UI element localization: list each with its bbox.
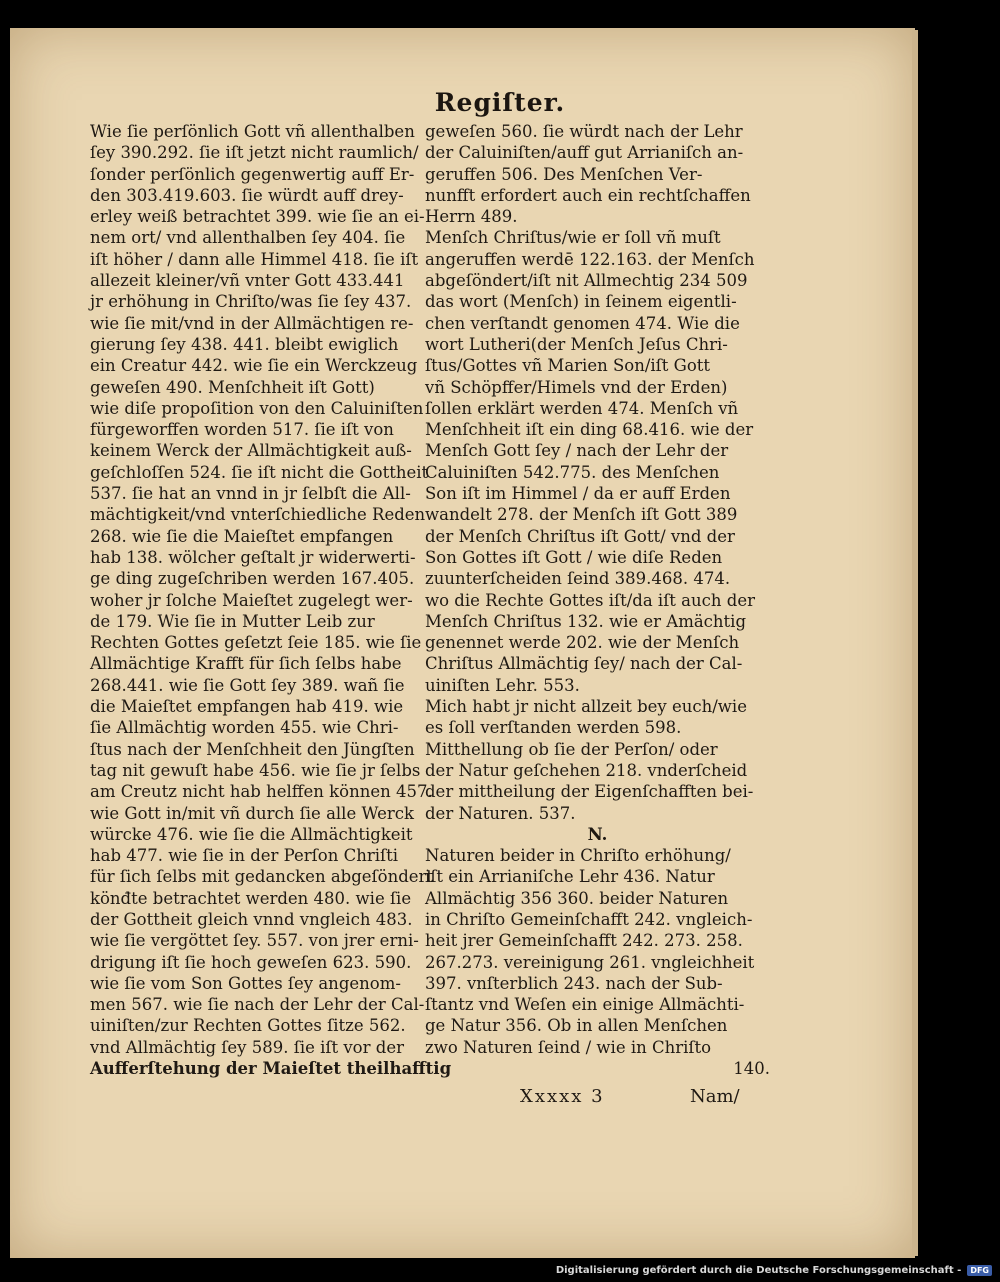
- catchword: Nam/: [690, 1086, 740, 1107]
- text-line: für ſich ſelbs mit gedancken abgeſöndert: [90, 867, 434, 887]
- text-line: den 303.419.603. ſie würdt auff drey-: [90, 185, 404, 205]
- text-line: erley weiß betrachtet 399. wie ſie an ei-: [90, 207, 425, 227]
- text-line: am Creutz nicht hab helffen können 457.: [90, 782, 433, 802]
- right-text-column: [425, 121, 770, 1079]
- text-line: 140.: [733, 1059, 770, 1079]
- text-line: wie ſie vom Son Gottes ſey angenom-: [90, 973, 401, 993]
- text-line: chen verſtandt genomen 474. Wie die: [425, 313, 740, 333]
- text-line: drigung iſt ſie hoch geweſen 623. 590.: [90, 952, 412, 972]
- text-line: der Naturen. 537.: [425, 803, 576, 823]
- text-line: geſchloſſen 524. ſie iſt nicht die Gottheit: [90, 462, 429, 482]
- text-line: Menſch Chriſtus/wie er ſoll vñ muſt: [425, 228, 721, 248]
- text-line: gierung ſey 438. 441. bleibt ewiglich: [90, 334, 399, 354]
- text-line: könđte betrachtet werden 480. wie ſie: [90, 888, 412, 908]
- text-line: mächtigkeit/vnd vnterſchiedliche Reden: [90, 505, 426, 525]
- dfg-logo: DFG: [967, 1265, 992, 1276]
- text-line: vñ Schöpffer/Himels vnd der Erden): [425, 377, 728, 397]
- text-line: uiniſten/zur Rechten Gottes ſitze 562.: [90, 1016, 406, 1036]
- text-line: iſt ein Arrianiſche Lehr 436. Natur: [425, 867, 715, 887]
- text-line: Aufferſtehung der Maieſtet theilhafftig: [90, 1059, 452, 1079]
- text-line: Menſch Chriſtus 132. wie er Amächtig: [425, 611, 747, 631]
- text-line: wie ſie mit/vnd in der Allmächtigen re-: [90, 313, 414, 333]
- text-line: heit jrer Gemeinſchafft 242. 273. 258.: [425, 931, 743, 951]
- page-title: Regiſter.: [434, 88, 566, 117]
- text-line: der Natur geſchehen 218. vnderſcheid: [425, 760, 748, 780]
- text-line: wie Gott in/mit vñ durch ſie alle Werck: [90, 803, 414, 823]
- page-edge: [912, 30, 918, 1256]
- text-line: der Caluiniſten/auff gut Arrianiſch an-: [425, 143, 744, 163]
- text-line: ſtus/Gottes vñ Marien Son/iſt Gott: [425, 356, 711, 376]
- text-line: Menſch Gott ſey / nach der Lehr der: [425, 441, 729, 461]
- text-line: iſt höher / dann alle Himmel 418. ſie iſt: [90, 249, 419, 269]
- text-line: ſey 390.292. ſie iſt jetzt nicht raumlich/: [90, 143, 419, 163]
- text-line: wort Lutheri(der Menſch Jeſus Chri-: [425, 334, 728, 354]
- text-line: ſtus nach der Menſchheit den Jüngſten: [90, 739, 415, 759]
- text-line: 397. vnſterblich 243. nach der Sub-: [425, 973, 723, 993]
- text-line: allezeit kleiner/vñ vnter Gott 433.441: [90, 271, 405, 291]
- text-line: Menſchheit iſt ein ding 68.416. wie der: [425, 420, 754, 440]
- section-letter: N.: [587, 824, 608, 844]
- text-line: Naturen beider in Chriſto erhöhung/: [425, 846, 731, 866]
- dfg-funding-text: Digitalisierung gefördert durch die Deutsche Forschungsgemeinschaft -: [555, 1265, 962, 1276]
- text-line: Caluiniſten 542.775. des Menſchen: [425, 462, 720, 482]
- text-line: 268.441. wie ſie Gott ſey 389. wañ ſie: [90, 675, 405, 695]
- text-line: Allmächtig 356 360. beider Naturen: [425, 888, 729, 908]
- text-line: nem ort/ vnd allenthalben ſey 404. ſie: [90, 228, 406, 248]
- text-line: Wie ſie perſönlich Gott vñ allenthalben: [90, 122, 415, 141]
- text-line: 268. wie ſie die Maieſtet empfangen: [90, 526, 394, 546]
- text-line: ſie Allmächtig worden 455. wie Chri-: [90, 718, 399, 738]
- text-line: men 567. wie ſie nach der Lehr der Cal-: [90, 995, 425, 1015]
- text-line: ſonder perſönlich gegenwertig auff Er-: [90, 164, 415, 184]
- text-line: jr erhöhung in Chriſto/was ſie ſey 437.: [90, 292, 412, 312]
- text-line: ſtantz vnd Weſen ein einige Allmächti-: [425, 995, 745, 1015]
- text-line: geweſen 560. ſie würdt nach der Lehr: [425, 122, 743, 141]
- text-line: Chriſtus Allmächtig ſey/ nach der Cal-: [425, 654, 743, 674]
- text-line: wo die Rechte Gottes iſt/da iſt auch der: [425, 590, 755, 610]
- text-line: Mich habt jr nicht allzeit bey euch/wie: [425, 697, 747, 717]
- text-line: ge ding zugeſchriben werden 167.405.: [90, 569, 415, 589]
- text-line: ge Natur 356. Ob in allen Menſchen: [425, 1016, 728, 1036]
- text-line: 267.273. vereinigung 261. vngleichheit: [425, 952, 755, 972]
- text-line: geweſen 490. Menſchheit iſt Gott): [90, 377, 375, 397]
- text-line: uiniſten Lehr. 553.: [425, 675, 580, 695]
- text-line: Son Gottes iſt Gott / wie diſe Reden: [425, 547, 723, 567]
- text-line: nunfft erfordert auch ein rechtſchaffen: [425, 185, 751, 205]
- text-line: keinem Werck der Allmächtigkeit auß-: [90, 441, 412, 461]
- text-line: geruffen 506. Des Menſchen Ver-: [425, 164, 703, 184]
- text-line: ſollen erklärt werden 474. Menſch vñ: [425, 398, 739, 418]
- text-line: Allmächtige Krafft für ſich ſelbs habe: [90, 654, 402, 674]
- text-line: 537. ſie hat an vnnd in jr ſelbſt die All-: [90, 484, 411, 504]
- text-line: angeruffen werdē 122.163. der Menſch: [425, 249, 755, 269]
- signature-mark: Xxxxx 3: [520, 1086, 605, 1107]
- text-line: zwo Naturen ſeind / wie in Chriſto: [425, 1037, 712, 1057]
- text-line: vnd Allmächtig ſey 589. ſie iſt vor der: [90, 1037, 404, 1057]
- text-line: es ſoll verſtanden werden 598.: [425, 718, 682, 738]
- text-line: der Gottheit gleich vnnd vngleich 483.: [90, 909, 413, 929]
- text-line: woher jr ſolche Maieſtet zugelegt wer-: [90, 590, 413, 610]
- text-line: ein Creatur 442. wie ſie ein Werckzeug: [90, 356, 418, 376]
- text-line: Mitthellung ob ſie der Perſon/ oder: [425, 739, 718, 759]
- text-line: wandelt 278. der Menſch iſt Gott 389: [425, 505, 738, 525]
- text-line: Herrn 489.: [425, 207, 518, 227]
- text-line: würcke 476. wie ſie die Allmächtigkeit: [90, 824, 413, 844]
- text-line: abgeſöndert/iſt nit Allmechtig 234 509: [425, 271, 748, 291]
- left-text-column: [90, 121, 452, 1079]
- text-line: der mittheilung der Eigenſchafften bei-: [425, 782, 754, 802]
- text-line: hab 477. wie ſie in der Perſon Chriſti: [90, 846, 399, 866]
- text-line: in Chriſto Gemeinſchafft 242. vngleich-: [425, 909, 753, 929]
- text-line: tag nit gewuſt habe 456. wie ſie jr ſelbs: [90, 760, 421, 780]
- text-line: hab 138. wölcher geſtalt jr widerwerti-: [90, 547, 416, 567]
- text-line: wie ſie vergöttet ſey. 557. von jrer erni-: [90, 931, 419, 951]
- dfg-funding-banner: [556, 1265, 992, 1276]
- text-line: Rechten Gottes geſetzt ſeie 185. wie ſie: [90, 633, 422, 653]
- text-line: zuunterſcheiden ſeind 389.468. 474.: [425, 569, 731, 589]
- text-line: Son iſt im Himmel / da er auff Erden: [425, 484, 731, 504]
- text-line: wie diſe propoſition von den Caluiniſten: [90, 398, 424, 418]
- text-line: genennet werde 202. wie der Menſch: [425, 633, 740, 653]
- text-line: die Maieſtet empfangen hab 419. wie: [90, 697, 404, 717]
- text-line: der Menſch Chriſtus iſt Gott/ vnd der: [425, 526, 735, 546]
- text-line: fürgeworffen worden 517. ſie iſt von: [90, 420, 394, 440]
- text-line: de 179. Wie ſie in Mutter Leib zur: [90, 611, 375, 631]
- text-line: das wort (Menſch) in ſeinem eigentli-: [425, 292, 737, 312]
